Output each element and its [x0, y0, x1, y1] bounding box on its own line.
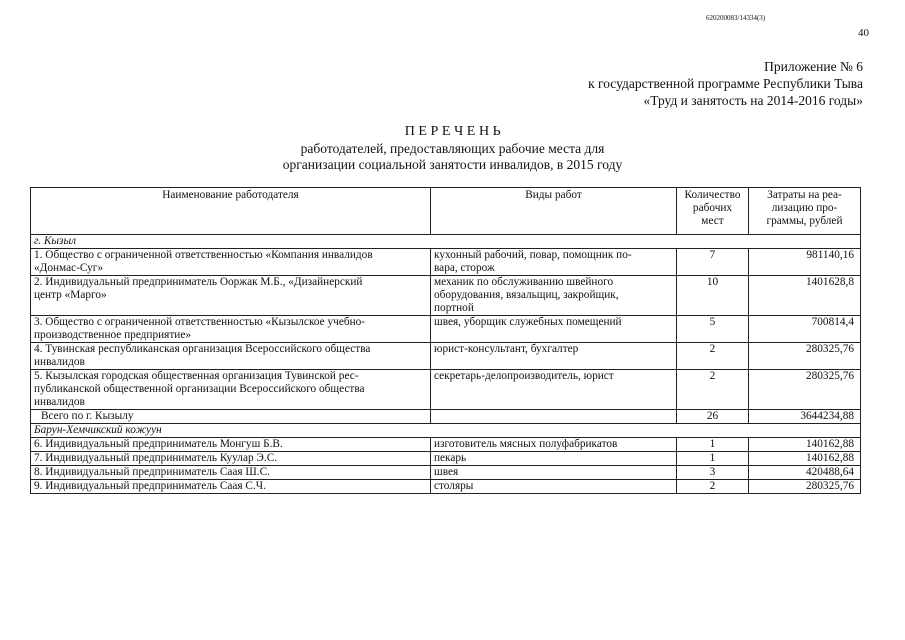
total-row [31, 410, 861, 424]
table-row [31, 276, 861, 316]
job-count-cell: 1 [677, 438, 749, 452]
cost-cell: 280325,76 [749, 370, 861, 410]
employer-name-line: 1. Общество с ограниченной ответственностью «Компания инвалидов [34, 249, 373, 261]
cost-cell: 1401628,8 [749, 276, 861, 316]
work-types-line: секретарь-делопроизводитель, юрист [434, 370, 614, 382]
work-types-line: механик по обслуживанию швейного [434, 276, 614, 288]
column-header-count-line: мест [701, 215, 724, 227]
employer-name-cell [31, 276, 431, 316]
work-types-cell [431, 276, 677, 316]
document-heading [0, 123, 905, 173]
table-row [31, 480, 861, 494]
work-types-cell [431, 452, 677, 466]
work-types-line: юрист-консультант, бухгалтер [434, 343, 579, 355]
employer-name-line: 8. Индивидуальный предприниматель Саая Ш.С. [34, 466, 270, 478]
work-types-line: оборудования, вязальщиц, закройщик, [434, 289, 619, 301]
section-title: г. Кызыл [31, 235, 861, 249]
appendix-line-3: «Труд и занятость на 2014-2016 годы» [643, 93, 863, 108]
column-header-cost-line: граммы, рублей [766, 215, 843, 227]
total-label: Всего по г. Кызылу [31, 410, 431, 424]
work-types-cell [431, 249, 677, 276]
employer-name-line: 2. Индивидуальный предприниматель Ооржак М.Б., «Дизайнерский [34, 276, 363, 288]
employer-name-line: «Донмас-Суг» [34, 262, 104, 274]
employer-name-cell [31, 249, 431, 276]
job-count-cell: 10 [677, 276, 749, 316]
cost-cell: 700814,4 [749, 316, 861, 343]
column-header-work: Виды работ [431, 188, 677, 235]
section-title: Барун-Хемчикский кожуун [31, 424, 861, 438]
cost-cell: 420488,64 [749, 466, 861, 480]
cost-cell: 280325,76 [749, 343, 861, 370]
employer-name-cell [31, 466, 431, 480]
document-code: 620200083/14334(3) [706, 14, 766, 22]
work-types-line: вара, сторож [434, 262, 495, 274]
appendix-line-2: к государственной программе Республики Тыва [588, 76, 863, 91]
appendix-header [588, 58, 863, 109]
employer-name-line: инвалидов [34, 356, 85, 368]
column-header-name: Наименование работодателя [31, 188, 431, 235]
employer-name-line: 7. Индивидуальный предприниматель Куулар Э.С. [34, 452, 278, 464]
employer-name-cell [31, 438, 431, 452]
total-count: 26 [677, 410, 749, 424]
work-types-cell [431, 343, 677, 370]
employer-name-cell [31, 370, 431, 410]
page-number: 40 [858, 27, 869, 39]
table-row [31, 452, 861, 466]
document-title: ПЕРЕЧЕНЬ [404, 124, 505, 139]
document-subtitle-line-1: работодателей, предоставляющих рабочие места для [300, 141, 605, 156]
employer-name-line: 3. Общество с ограниченной ответственностью «Кызылское учебно- [34, 316, 366, 328]
work-types-cell [431, 480, 677, 494]
employer-name-line: публиканской общественной организации Всероссийского общества [34, 383, 365, 395]
work-types-line: швея, уборщик служебных помещений [434, 316, 622, 328]
table-row [31, 466, 861, 480]
work-types-line: изготовитель мясных полуфабрикатов [434, 438, 618, 450]
employer-name-line: 6. Индивидуальный предприниматель Монгуш Б.В. [34, 438, 283, 450]
job-count-cell: 7 [677, 249, 749, 276]
employer-name-line: 5. Кызылская городская общественная организация Тувинской рес- [34, 370, 359, 382]
employer-name-cell [31, 316, 431, 343]
job-count-cell: 2 [677, 480, 749, 494]
section-row [31, 235, 861, 249]
document-subtitle-line-2: организации социальной занятости инвалидов, в 2015 году [282, 157, 623, 172]
column-header-cost-line: Затраты на реа- [767, 189, 842, 201]
table-row [31, 249, 861, 276]
employer-name-line: центр «Марго» [34, 289, 107, 301]
section-row [31, 424, 861, 438]
work-types-line: кухонный рабочий, повар, помощник по- [434, 249, 632, 261]
column-header-count [677, 188, 749, 235]
job-count-cell: 2 [677, 370, 749, 410]
employer-name-cell [31, 343, 431, 370]
employer-name-line: 4. Тувинская республиканская организация Всероссийского общества [34, 343, 371, 355]
employer-name-line: инвалидов [34, 396, 85, 408]
employer-name-cell [31, 480, 431, 494]
table-body [31, 235, 861, 494]
employer-name-line: 9. Индивидуальный предприниматель Саая С.Ч. [34, 480, 266, 492]
work-types-line: портной [434, 302, 474, 314]
table-header-row [31, 188, 861, 235]
work-types-cell [431, 370, 677, 410]
column-header-count-line: Количество [684, 189, 741, 201]
employer-name-cell [31, 452, 431, 466]
cost-cell: 981140,16 [749, 249, 861, 276]
employer-name-line: производственное предприятие» [34, 329, 192, 341]
job-count-cell: 3 [677, 466, 749, 480]
work-types-cell [431, 316, 677, 343]
work-types-line: швея [434, 466, 459, 478]
column-header-cost [749, 188, 861, 235]
cost-cell: 140162,88 [749, 452, 861, 466]
employers-table [30, 187, 861, 494]
job-count-cell: 1 [677, 452, 749, 466]
table-row [31, 370, 861, 410]
total-cost: 3644234,88 [749, 410, 861, 424]
cost-cell: 140162,88 [749, 438, 861, 452]
job-count-cell: 5 [677, 316, 749, 343]
work-types-cell [431, 466, 677, 480]
table-row [31, 316, 861, 343]
work-types-line: пекарь [434, 452, 467, 464]
cost-cell: 280325,76 [749, 480, 861, 494]
table-row [31, 343, 861, 370]
total-empty-cell [431, 410, 677, 424]
job-count-cell: 2 [677, 343, 749, 370]
table-row [31, 438, 861, 452]
appendix-line-1: Приложение № 6 [764, 59, 863, 74]
column-header-cost-line: лизацию про- [771, 202, 838, 214]
work-types-line: столяры [434, 480, 474, 492]
work-types-cell [431, 438, 677, 452]
column-header-count-line: рабочих [692, 202, 733, 214]
